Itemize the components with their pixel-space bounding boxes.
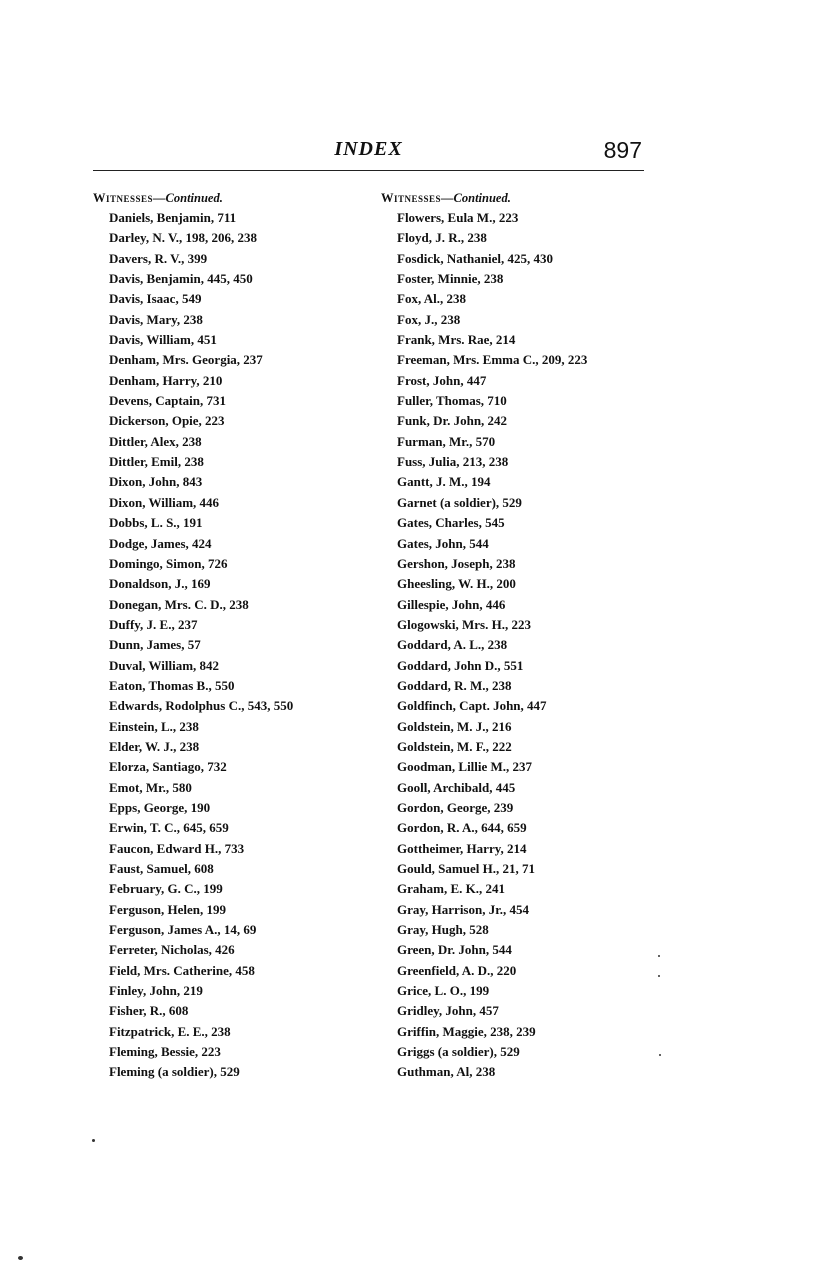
index-entry: Donegan, Mrs. C. D., 238 xyxy=(109,596,249,612)
index-entry: Dixon, William, 446 xyxy=(109,494,220,510)
index-entry: Goldfinch, Capt. John, 447 xyxy=(397,698,547,714)
scan-speck xyxy=(658,955,660,957)
index-entry: Epps, George, 190 xyxy=(109,799,211,815)
index-entry: Foster, Minnie, 238 xyxy=(397,271,504,287)
index-entry: Fuss, Julia, 213, 238 xyxy=(397,454,509,470)
index-entry: Gottheimer, Harry, 214 xyxy=(397,840,527,856)
page-header xyxy=(93,138,644,171)
index-entry: Duval, William, 842 xyxy=(109,657,220,673)
index-entry: Frank, Mrs. Rae, 214 xyxy=(397,332,516,348)
index-entry: Ferguson, Helen, 199 xyxy=(109,901,226,917)
index-entry: Dixon, John, 843 xyxy=(109,474,203,490)
index-entry: Freeman, Mrs. Emma C., 209, 223 xyxy=(397,352,588,368)
section-continued-label: —Continued. xyxy=(153,191,223,205)
index-entry: Davis, Mary, 238 xyxy=(109,311,203,327)
index-entry: Faust, Samuel, 608 xyxy=(109,861,214,876)
index-entry: Gray, Harrison, Jr., 454 xyxy=(397,901,530,917)
index-entry: Flowers, Eula M., 223 xyxy=(397,210,519,225)
index-entry: Dittler, Alex, 238 xyxy=(109,433,202,449)
index-entry: Dodge, James, 424 xyxy=(109,535,212,551)
index-entry: Fisher, R., 608 xyxy=(109,1003,189,1019)
index-entry: Gantt, J. M., 194 xyxy=(397,474,491,490)
index-entry: Gould, Samuel H., 21, 71 xyxy=(397,861,535,876)
index-entry: Davers, R. V., 399 xyxy=(109,250,208,266)
index-entry: Eaton, Thomas B., 550 xyxy=(109,677,235,693)
index-entry: Erwin, T. C., 645, 659 xyxy=(109,820,229,836)
index-entry: Elorza, Santiago, 732 xyxy=(109,759,227,775)
index-entry: Fleming, Bessie, 223 xyxy=(109,1044,221,1060)
index-entry: Davis, William, 451 xyxy=(109,332,217,348)
index-entry: Field, Mrs. Catherine, 458 xyxy=(109,962,255,978)
section-label: Witnesses xyxy=(381,191,442,205)
index-entry: Einstein, L., 238 xyxy=(109,718,199,734)
left-column xyxy=(93,188,383,1083)
page-title: INDEX xyxy=(334,138,403,160)
section-heading xyxy=(381,188,671,208)
index-entry-list xyxy=(93,208,383,1083)
index-entry: Greenfield, A. D., 220 xyxy=(397,962,517,978)
index-entry: Dittler, Emil, 238 xyxy=(109,454,204,470)
index-entry: Gillespie, John, 446 xyxy=(397,596,506,612)
index-entry: Domingo, Simon, 726 xyxy=(109,555,228,571)
index-entry: Gridley, John, 457 xyxy=(397,1003,499,1019)
index-entry: Daniels, Benjamin, 711 xyxy=(109,210,237,225)
index-entry: Goodman, Lillie M., 237 xyxy=(397,759,533,775)
index-entry: Goldstein, M. J., 216 xyxy=(397,718,512,734)
index-entry: Emot, Mr., 580 xyxy=(109,779,192,795)
right-column xyxy=(381,188,671,1083)
index-entry: Goldstein, M. F., 222 xyxy=(397,738,512,754)
index-entry: Elder, W. J., 238 xyxy=(109,738,200,754)
index-entry: Goddard, R. M., 238 xyxy=(397,677,512,693)
index-entry: Dobbs, L. S., 191 xyxy=(109,515,203,531)
index-entry: Gates, Charles, 545 xyxy=(397,515,505,531)
index-entry: Goddard, John D., 551 xyxy=(397,657,524,673)
index-entry: Fox, Al., 238 xyxy=(397,291,466,307)
index-entry: Fitzpatrick, E. E., 238 xyxy=(109,1023,231,1039)
index-entry: Goddard, A. L., 238 xyxy=(397,637,508,653)
section-continued-label: —Continued. xyxy=(441,191,511,205)
section-heading xyxy=(93,188,383,208)
index-entry: Dickerson, Opie, 223 xyxy=(109,413,225,429)
index-entry: Denham, Mrs. Georgia, 237 xyxy=(109,352,263,368)
index-entry: Floyd, J. R., 238 xyxy=(397,230,487,246)
page-number: 897 xyxy=(603,137,642,163)
index-entry: Frost, John, 447 xyxy=(397,372,487,388)
index-entry: Donaldson, J., 169 xyxy=(109,576,211,592)
index-entry: Ferguson, James A., 14, 69 xyxy=(109,922,257,938)
index-entry: Garnet (a soldier), 529 xyxy=(397,494,522,510)
index-entry: Devens, Captain, 731 xyxy=(109,393,227,409)
index-entry: Ferreter, Nicholas, 426 xyxy=(109,942,235,958)
index-entry: Furman, Mr., 570 xyxy=(397,433,496,449)
index-entry: Fleming (a soldier), 529 xyxy=(109,1064,240,1080)
index-entry: Finley, John, 219 xyxy=(109,983,203,999)
index-entry: Grice, L. O., 199 xyxy=(397,983,490,999)
index-entry: Gates, John, 544 xyxy=(397,535,489,551)
index-entry: Funk, Dr. John, 242 xyxy=(397,413,508,429)
index-entry: Davis, Isaac, 549 xyxy=(109,291,202,307)
index-entry: Gooll, Archibald, 445 xyxy=(397,779,516,795)
index-entry-list xyxy=(381,208,671,1083)
index-entry: Guthman, Al, 238 xyxy=(397,1064,496,1080)
index-entry: Darley, N. V., 198, 206, 238 xyxy=(109,230,257,246)
index-entry: Green, Dr. John, 544 xyxy=(397,942,512,958)
index-entry: Dunn, James, 57 xyxy=(109,637,201,653)
scan-speck xyxy=(659,1054,661,1056)
scan-speck xyxy=(92,1139,95,1142)
index-entry: Gordon, George, 239 xyxy=(397,799,514,815)
index-entry: Griggs (a soldier), 529 xyxy=(397,1044,520,1060)
index-entry: Gordon, R. A., 644, 659 xyxy=(397,820,527,836)
index-entry: Griffin, Maggie, 238, 239 xyxy=(397,1023,536,1039)
section-label: Witnesses xyxy=(93,191,154,205)
index-entry: Duffy, J. E., 237 xyxy=(109,616,198,632)
index-entry: February, G. C., 199 xyxy=(109,881,223,897)
index-entry: Gershon, Joseph, 238 xyxy=(397,555,516,571)
index-entry: Denham, Harry, 210 xyxy=(109,372,223,388)
index-entry: Faucon, Edward H., 733 xyxy=(109,840,245,856)
index-entry: Edwards, Rodolphus C., 543, 550 xyxy=(109,698,294,714)
index-entry: Glogowski, Mrs. H., 223 xyxy=(397,616,531,632)
index-entry: Gray, Hugh, 528 xyxy=(397,922,489,938)
index-entry: Graham, E. K., 241 xyxy=(397,881,505,897)
index-entry: Fuller, Thomas, 710 xyxy=(397,393,507,409)
scan-speck xyxy=(658,975,660,977)
scan-speck xyxy=(18,1256,23,1260)
index-entry: Gheesling, W. H., 200 xyxy=(397,576,516,592)
index-entry: Fox, J., 238 xyxy=(397,311,461,327)
index-entry: Fosdick, Nathaniel, 425, 430 xyxy=(397,250,554,266)
index-entry: Davis, Benjamin, 445, 450 xyxy=(109,271,253,287)
